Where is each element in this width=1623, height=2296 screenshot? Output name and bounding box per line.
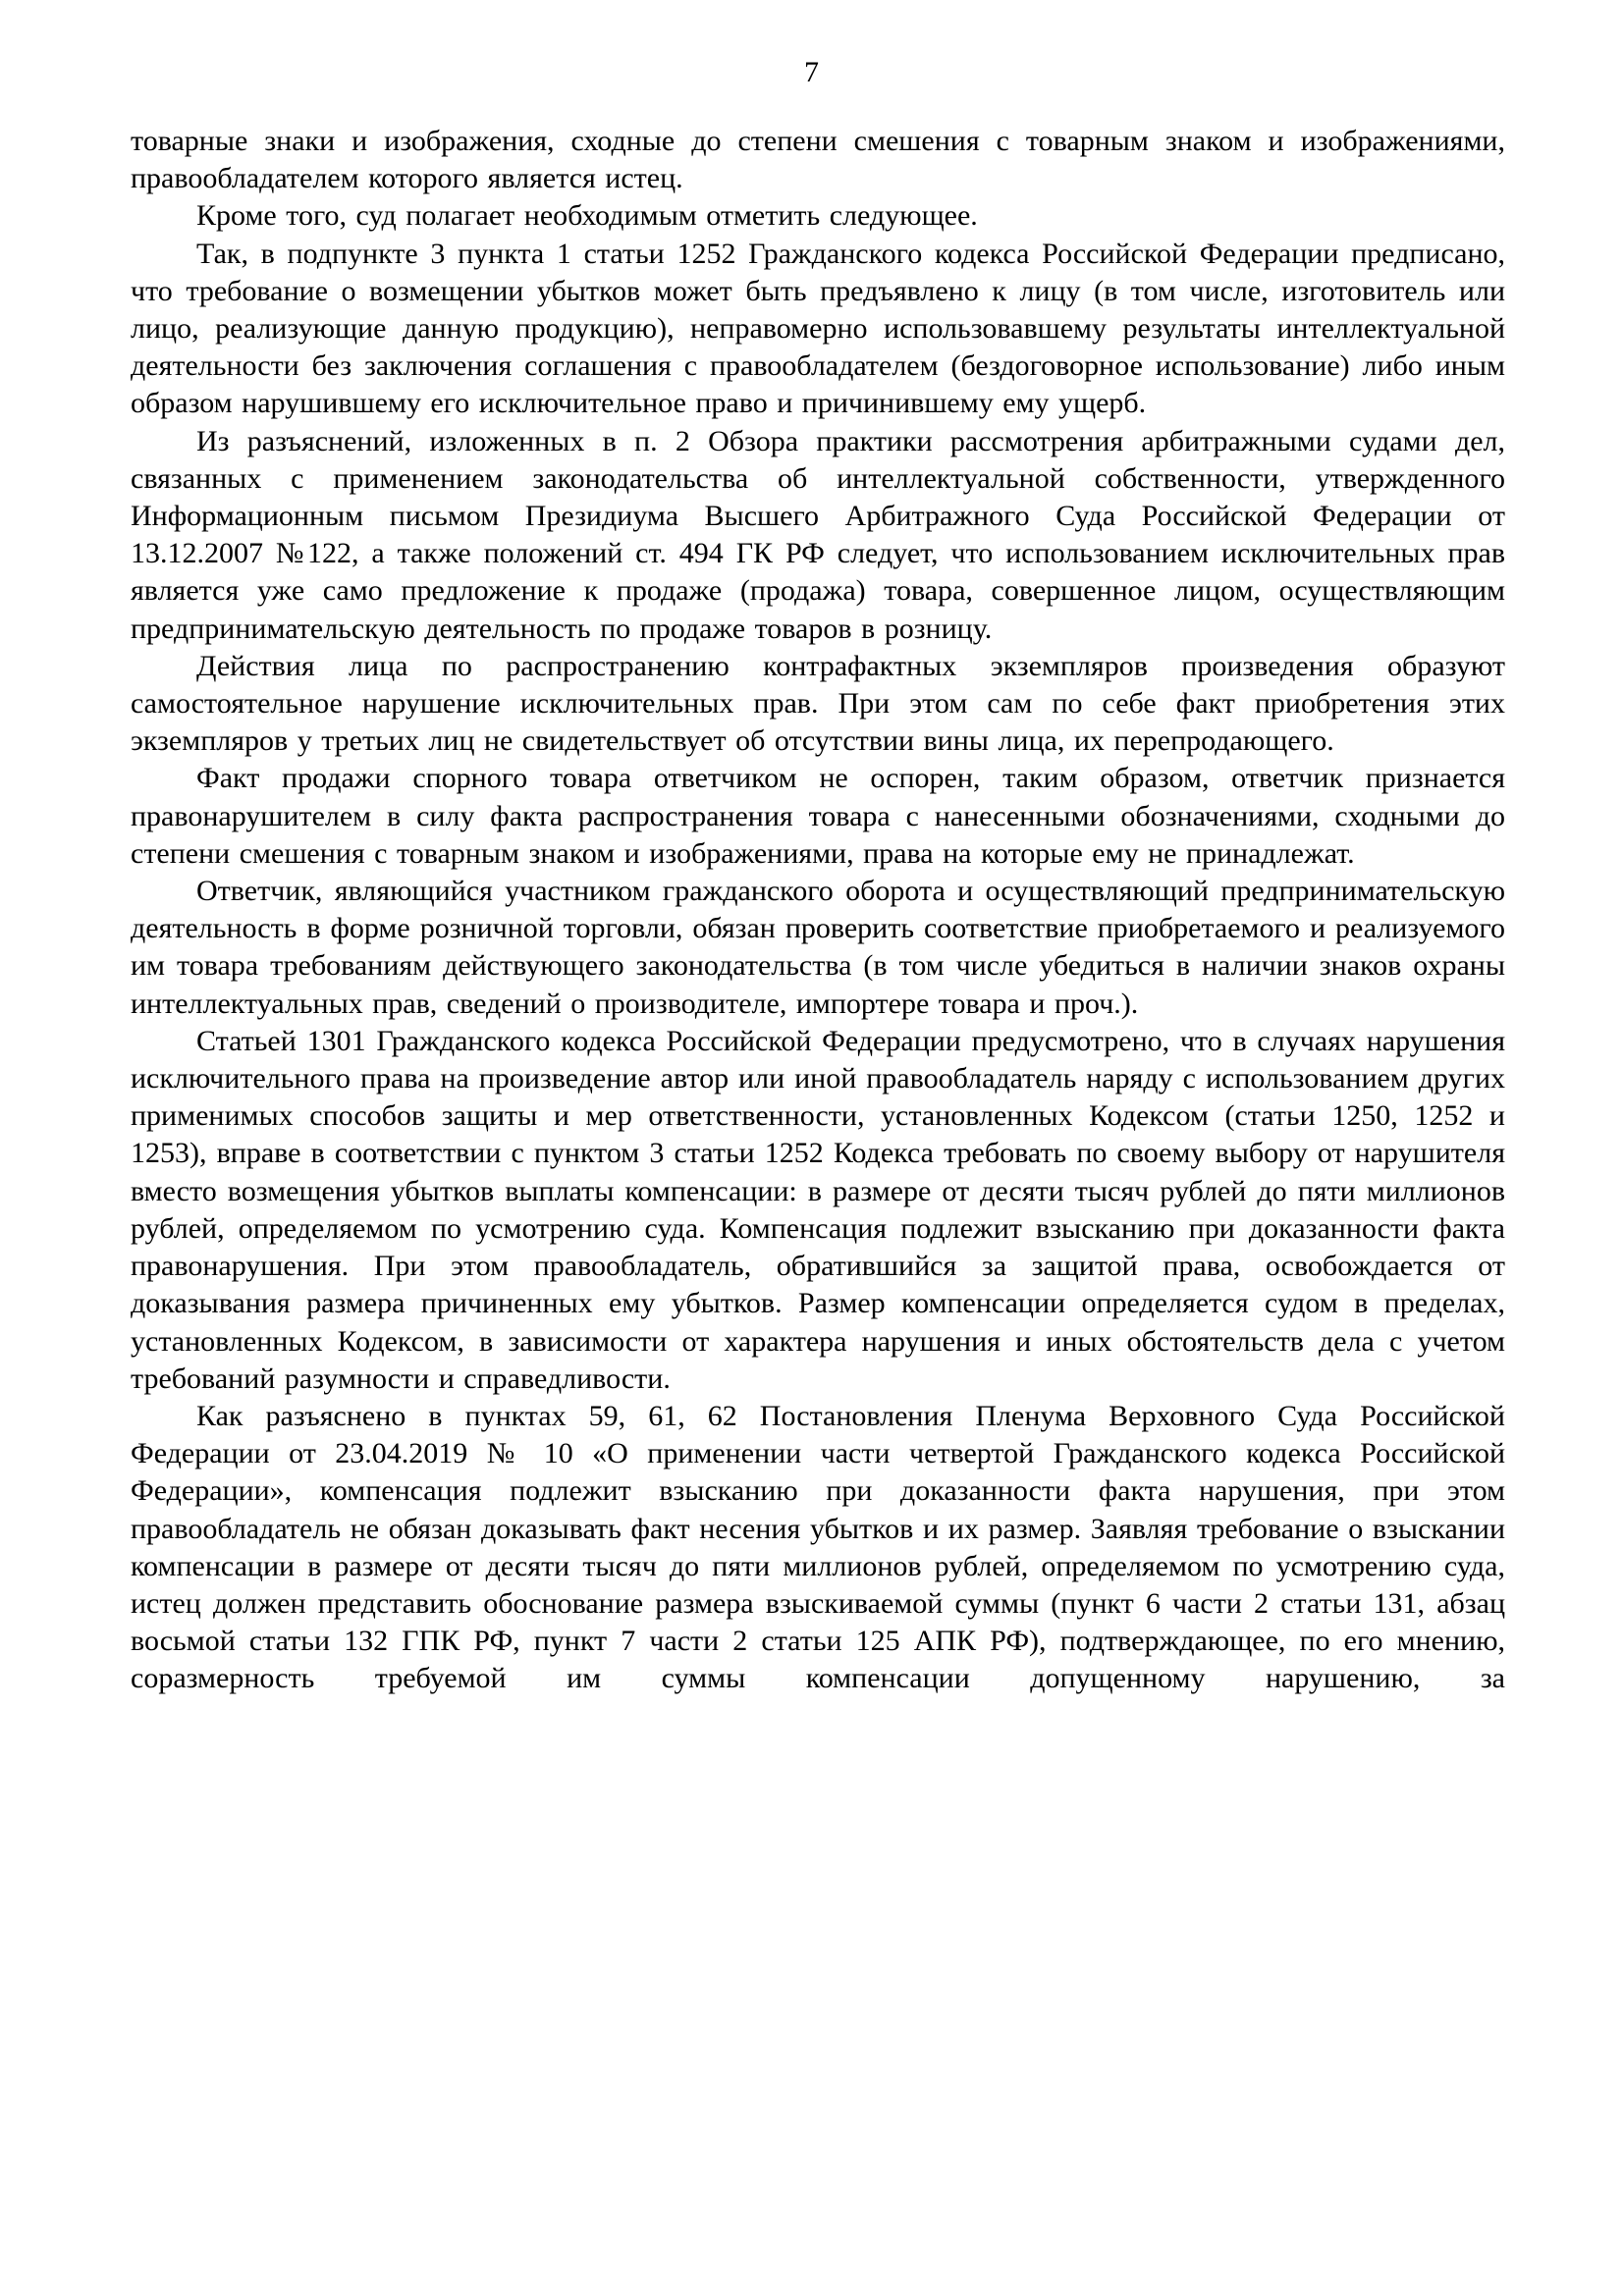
paragraph: Так, в подпункте 3 пункта 1 статьи 1252 Гражданского кодекса Российской Федерации предписано, что требование о возмещении убытков может быть предъявлено к лицу (в том числе, изготовитель или лицо, реализующие данную продукцию), неправомерно использовавшему результаты интеллектуальной деятельности без заключения соглашения с правообладателем (бездоговорное использование) либо иным образом нарушившему его исключительное право и причинившему ему ущерб.: [131, 237, 1505, 420]
paragraph: Ответчик, являющийся участником гражданского оборота и осуществляющий предпринимательскую деятельность в форме розничной торговли, обязан проверить соответствие приобретаемого и реализуемого им товара требованиям действующего законодательства (в том числе убедиться в наличии знаков охраны интеллектуальных прав, сведений о производителе, импортере товара и проч.).: [131, 875, 1505, 1020]
paragraph: Факт продажи спорного товара ответчиком не оспорен, таким образом, ответчик признается правонарушителем в силу факта распространения товара с нанесенными обозначениями, сходными до степени смешения с товарным знаком и изображениями, права на которые ему не принадлежат.: [131, 762, 1505, 870]
paragraph: Кроме того, суд полагает необходимым отметить следующее.: [196, 199, 978, 233]
document-body: [131, 123, 1505, 1698]
paragraph: Действия лица по распространению контрафактных экземпляров произведения образуют самостоятельное нарушение исключительных прав. При этом сам по себе факт приобретения этих экземпляров у третьих лиц не свидетельствует об отсутствии вины лица, их перепродающего.: [131, 649, 1505, 758]
paragraph: Как разъяснено в пунктах 59, 61, 62 Постановления Пленума Верховного Суда Российской Федерации от 23.04.2019 № 10 «О применении части четвертой Гражданского кодекса Российской Федерации», компенсация подлежит взысканию при доказанности факта нарушения, при этом правообладатель не обязан доказывать факт несения убытков и их размер. Заявляя требование о взыскании компенсации в размере от десяти тысяч до пяти миллионов рублей, определяемом по усмотрению суда, истец должен представить обоснование размера взыскиваемой суммы (пункт 6 части 2 статьи 131, абзац восьмой статьи 132 ГПК РФ, пункт 7 части 2 статьи 125 АПК РФ), подтверждающее, по его мнению, соразмерность требуемой им суммы компенсации допущенному нарушению, за: [131, 1399, 1505, 1695]
paragraph: Из разъяснений, изложенных в п. 2 Обзора практики рассмотрения арбитражными судами дел, связанных с применением законодательства об интеллектуальной собственности, утвержденного Информационным письмом Президиума Высшего Арбитражного Суда Российской Федерации от 13.12.2007 №122, а также положений ст. 494 ГК РФ следует, что использованием исключительных прав является уже само предложение к продаже (продажа) товара, совершенное лицом, осуществляющим предпринимательскую деятельность по продаже товаров в розницу.: [131, 424, 1505, 645]
paragraph: товарные знаки и изображения, сходные до степени смешения с товарным знаком и изображениями, правообладателем которого является истец.: [131, 125, 1505, 195]
page-number: 7: [804, 56, 819, 88]
paragraph: Статьей 1301 Гражданского кодекса Российской Федерации предусмотрено, что в случаях нарушения исключительного права на произведение автор или иной правообладатель наряду с использованием других применимых способов защиты и мер ответственности, установленных Кодексом (статьи 1250, 1252 и 1253), вправе в соответствии с пунктом 3 статьи 1252 Кодекса требовать по своему выбору от нарушителя вместо возмещения убытков выплаты компенсации: в размере от десяти тысяч рублей до пяти миллионов рублей, определяемом по усмотрению суда. Компенсация подлежит взысканию при доказанности факта правонарушения. При этом правообладатель, обратившийся за защитой права, освобождается от доказывания размера причиненных ему убытков. Размер компенсации определяется судом в пределах, установленных Кодексом, в зависимости от характера нарушения и иных обстоятельств дела с учетом требований разумности и справедливости.: [131, 1024, 1505, 1395]
